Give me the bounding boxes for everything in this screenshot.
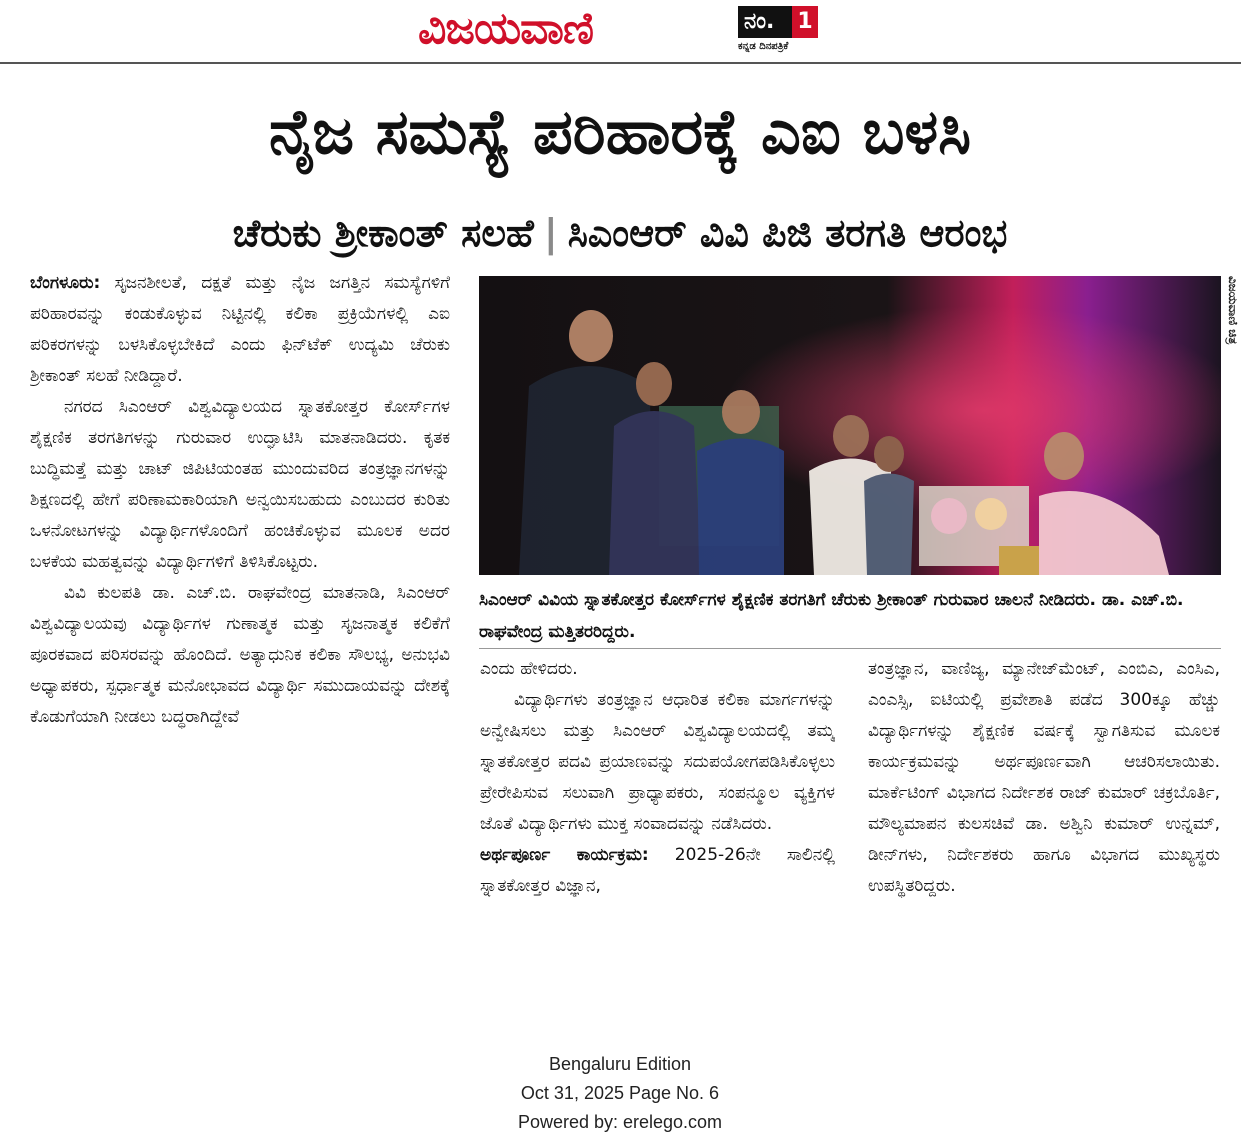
powered-by-link[interactable]: Powered by: erelego.com <box>517 1112 723 1132</box>
article-subhead <box>20 200 1220 266</box>
event-photo <box>479 276 1221 575</box>
number-one-badge <box>738 6 820 54</box>
subhead-right: ಸಿಎಂಆರ್ ವಿವಿ ಪಿಜಿ ತರಗತಿ ಆರಂಭ <box>567 211 1008 255</box>
badge-subtitle: ಕನ್ನಡ ದಿನಪತ್ರಿಕೆ <box>738 41 789 52</box>
paragraph-text: 2025-26ನೇ ಸಾಲಿನಲ್ಲಿ ಸ್ನಾತಕೋತ್ತರ ವಿಜ್ಞಾನ, <box>480 845 835 896</box>
paragraph: ತಂತ್ರಜ್ಞಾನ, ವಾಣಿಜ್ಯ, ಮ್ಯಾನೇಜ್‌ಮೆಂಟ್, ಎಂಬಿಎ, ಎಂಸಿಎ, ಎಂಎಸ್ಸಿ, ಐಟಿಯಲ್ಲಿ ಪ್ರವೇಶಾತಿ ಪಡೆದ 300ಕ್ಕೂ ಹೆಚ್ಚು ವಿದ್ಯಾರ್ಥಿಗಳನ್ನು ಶೈಕ್ಷಣಿಕ ವರ್ಷಕ್ಕೆ ಸ್ವಾಗತಿಸುವ ಮೂಲಕ ಕಾರ್ಯಕ್ರಮವನ್ನು ಅರ್ಥಪೂರ್ಣವಾಗಿ ಆಚರಿಸಲಾಯಿತು. ಮಾರ್ಕೆಟಿಂಗ್ ವಿಭಾಗದ ನಿರ್ದೇಶಕ ರಾಜ್ ಕುಮಾರ್ ಚಕ್ರಬೊರ್ತಿ, ಮೌಲ್ಯಮಾಪನ ಕುಲಸಚಿವೆ ಡಾ. ಅಶ್ವಿನಿ ಕುಮಾರ್ ಉನ್ನಮ್, ಡೀನ್‌ಗಳು, ನಿರ್ದೇಶಕರು ಹಾಗೂ ವಿಭಾಗದ ಮುಖ್ಯಸ್ಥರು ಉಪಸ್ಥಿತರಿದ್ದರು. <box>868 659 1220 896</box>
badge-number: 1 <box>792 6 818 38</box>
event-photo-illustration <box>479 276 1221 575</box>
page-footer <box>420 1050 820 1137</box>
subhead-left: ಚೆರುಕು ಶ್ರೀಕಾಂತ್ ಸಲಹೆ <box>232 211 534 255</box>
edition-label: Bengaluru Edition <box>548 1054 692 1074</box>
paragraph <box>480 840 835 902</box>
photo-caption: ಸಿಎಂಆರ್ ವಿವಿಯ ಸ್ನಾತಕೋತ್ತರ ಕೋರ್ಸ್‌ಗಳ ಶೈಕ್ಷಣಿಕ ತರಗತಿಗೆ ಚೆರುಕು ಶ್ರೀಕಾಂತ್ ಗುರುವಾರ ಚಾಲನೆ ನೀಡಿದರು. ಡಾ. ಎಚ್.ಬಿ. ರಾಘವೇಂದ್ರ ಮತ್ತಿತರರಿದ್ದರು. <box>479 584 1221 649</box>
subhead-separator: | <box>543 211 558 255</box>
date-page-label: Oct 31, 2025 Page No. 6 <box>520 1083 720 1103</box>
paragraph: ನಗರದ ಸಿಎಂಆರ್ ವಿಶ್ವವಿದ್ಯಾಲಯದ ಸ್ನಾತಕೋತ್ತರ ಕೋರ್ಸ್‌ಗಳ ಶೈಕ್ಷಣಿಕ ತರಗತಿಗಳನ್ನು ಗುರುವಾರ ಉದ್ಘಾಟಿಸಿ ಮಾತನಾಡಿದರು. ಕೃತಕ ಬುದ್ಧಿಮತ್ತೆ ಮತ್ತು ಚಾಟ್ ಜಿಪಿಟಿಯಂತಹ ಮುಂದುವರಿದ ತಂತ್ರಜ್ಞಾನಗಳನ್ನು ಶಿಕ್ಷಣದಲ್ಲಿ ಹೇಗೆ ಪರಿಣಾಮಕಾರಿಯಾಗಿ ಅನ್ವಯಿಸಬಹುದು ಎಂಬುದರ ಕುರಿತು ಒಳನೋಟಗಳನ್ನು ವಿದ್ಯಾರ್ಥಿಗಳೊಂದಿಗೆ ಹಂಚಿಕೊಳ್ಳುವ ಮೂಲಕ ಅದರ ಬಳಕೆಯ ಮಹತ್ವವನ್ನು ವಿದ್ಯಾರ್ಥಿಗಳಿಗೆ ತಿಳಿಸಿಕೊಟ್ಟರು. <box>30 397 450 572</box>
paragraph-text: ಸೃಜನಶೀಲತೆ, ದಕ್ಷತೆ ಮತ್ತು ನೈಜ ಜಗತ್ತಿನ ಸಮಸ್ಯೆಗಳಿಗೆ ಪರಿಹಾರವನ್ನು ಕಂಡುಕೊಳ್ಳುವ ನಿಟ್ಟಿನಲ್ಲಿ ಕಲಿಕಾ ಪ್ರಕ್ರಿಯೆಗಳಲ್ಲಿ ಎಐ ಪರಿಕರಗಳನ್ನು ಬಳಸಿಕೊಳ್ಳಬೇಕಿದೆ ಎಂದು ಫಿನ್‌ಟೆಕ್ ಉದ್ಯಮಿ ಚೆರುಕು ಶ್ರೀಕಾಂತ್ ಸಲಹೆ ನೀಡಿದ್ದಾರೆ. <box>30 273 450 386</box>
photo-credit: ವಿಜಯವಾಣಿ ಚಿತ್ರ <box>1226 276 1240 345</box>
paragraph: ವಿವಿ ಕುಲಪತಿ ಡಾ. ಎಚ್.ಬಿ. ರಾಘವೇಂದ್ರ ಮಾತನಾಡಿ, ಸಿಎಂಆರ್ ವಿಶ್ವವಿದ್ಯಾಲಯವು ವಿದ್ಯಾರ್ಥಿಗಳ ಗುಣಾತ್ಮಕ ಮತ್ತು ಸೃಜನಾತ್ಮಕ ಕಲಿಕೆಗೆ ಪೂರಕವಾದ ಪರಿಸರವನ್ನು ಹೊಂದಿದೆ. ಅತ್ಯಾಧುನಿಕ ಕಲಿಕಾ ಸೌಲಭ್ಯ, ಅನುಭವಿ ಅಧ್ಯಾಪಕರು, ಸ್ಪರ್ಧಾತ್ಮಕ ಮನೋಭಾವದ ವಿದ್ಯಾರ್ಥಿ ಸಮುದಾಯವನ್ನು ದೇಶಕ್ಕೆ ಕೊಡುಗೆಯಾಗಿ ನೀಡಲು ಬದ್ಧರಾಗಿದ್ದೇವೆ <box>30 583 450 727</box>
section-subhead: ಅರ್ಥಪೂರ್ಣ ಕಾರ್ಯಕ್ರಮ: <box>480 845 649 865</box>
article-column-3 <box>868 654 1220 1034</box>
paragraph <box>30 268 450 392</box>
paragraph: ಎಂದು ಹೇಳಿದರು. <box>480 659 578 679</box>
newspaper-logo: ವಿಜಯವಾಣಿ <box>418 3 594 54</box>
article-column-1 <box>30 268 450 1038</box>
masthead <box>0 0 1241 64</box>
article-headline: ನೈಜ ಸಮಸ್ಯೆ ಪರಿಹಾರಕ್ಕೆ ಎಐ ಬಳಸಿ <box>268 95 972 168</box>
paragraph: ವಿದ್ಯಾರ್ಥಿಗಳು ತಂತ್ರಜ್ಞಾನ ಆಧಾರಿತ ಕಲಿಕಾ ಮಾರ್ಗಗಳನ್ನು ಅನ್ವೇಷಿಸಲು ಮತ್ತು ಸಿಎಂಆರ್ ವಿಶ್ವವಿದ್ಯಾಲಯದಲ್ಲಿ ತಮ್ಮ ಸ್ನಾತಕೋತ್ತರ ಪದವಿ ಪ್ರಯಾಣವನ್ನು ಸದುಪಯೋಗಪಡಿಸಿಕೊಳ್ಳಲು ಪ್ರೇರೇಪಿಸುವ ಸಲುವಾಗಿ ಪ್ರಾಧ್ಯಾಪಕರು, ಸಂಪನ್ಮೂಲ ವ್ಯಕ್ತಿಗಳ ಜೊತೆ ವಿದ್ಯಾರ್ಥಿಗಳು ಮುಕ್ತ ಸಂವಾದವನ್ನು ನಡೆಸಿದರು. <box>480 690 835 834</box>
article-column-2 <box>480 654 835 1034</box>
masthead-divider <box>0 62 1241 64</box>
dateline: ಬೆಂಗಳೂರು: <box>30 273 101 293</box>
badge-prefix: ನಂ. <box>738 6 818 38</box>
